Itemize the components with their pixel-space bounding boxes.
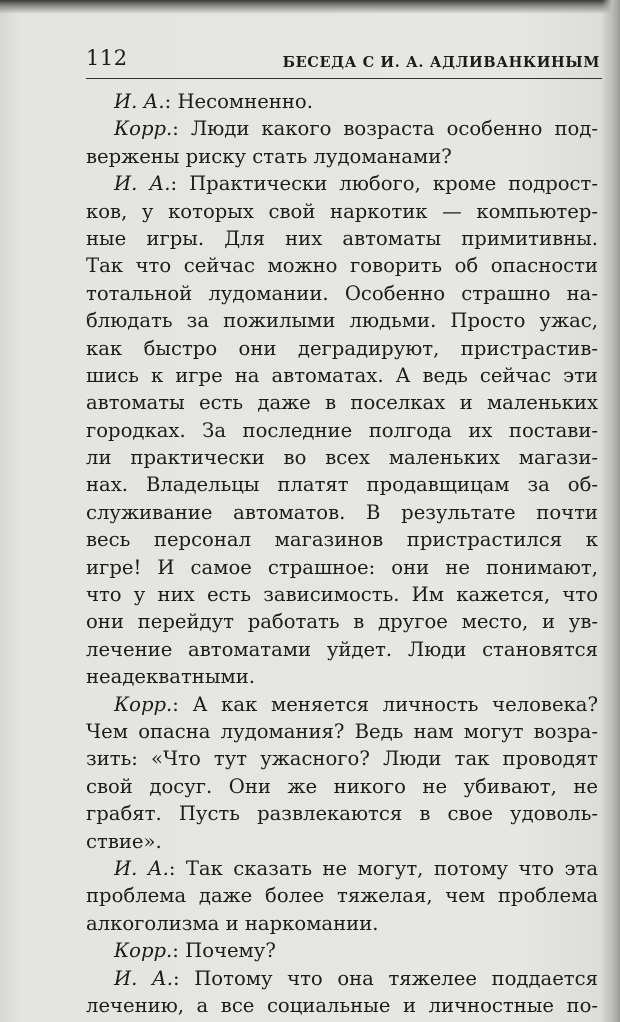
text-line <box>86 937 598 964</box>
text-line: Чем опасна лудомания? Ведь нам могут возра- <box>86 719 598 743</box>
text-line <box>86 691 598 718</box>
text-line <box>86 115 598 142</box>
text-line: алкоголизма и наркомании. <box>86 911 379 935</box>
line-text: : Практически любого, кроме подрост- <box>170 172 598 196</box>
speaker-label: Корр. <box>114 939 173 963</box>
text-line: проблема даже более тяжелая, чем проблема <box>86 884 598 908</box>
text-line: автоматы есть даже в поселках и маленьких <box>86 391 598 415</box>
text-line: ков, у которых свой наркотик — компьютер- <box>86 199 598 223</box>
text-line <box>86 855 598 882</box>
speaker-label: Корр. <box>114 117 173 141</box>
text-line: игре! И самое страшное: они не понимают, <box>86 555 598 579</box>
text-line: ли практически во всех маленьких магази- <box>86 446 598 470</box>
page-header <box>86 44 602 79</box>
text-line: ные игры. Для них автоматы примитивны. <box>86 226 598 250</box>
text-line: шись к игре на автоматах. А ведь сейчас эти <box>86 363 598 387</box>
page-number: 112 <box>86 46 128 70</box>
speaker-label: И. А. <box>114 90 165 113</box>
line-text: : Несомненно. <box>164 90 313 113</box>
page-top-shadow <box>0 0 620 14</box>
text-line: они перейдут работать в другое место, и ув- <box>86 610 598 634</box>
text-line: неадекватными. <box>86 665 255 689</box>
text-line: тотальной лудомании. Особенно страшно на- <box>86 281 598 305</box>
text-line <box>86 88 598 115</box>
text-line: блюдать за пожилыми людьми. Просто ужас, <box>86 309 598 333</box>
text-line: зить: «Что тут ужасного? Люди так проводят <box>86 747 598 771</box>
line-text: : Люди какого возраста особенно под- <box>172 117 598 141</box>
line-text: : Почему? <box>172 939 276 963</box>
line-text: : Потому что она тяжелее поддается <box>173 966 598 990</box>
text-line: ствие». <box>86 829 162 853</box>
text-line: Так что сейчас можно говорить об опасности <box>86 254 598 278</box>
speaker-label: И. А. <box>114 172 171 196</box>
text-line: вержены риску стать лудоманами? <box>86 144 452 168</box>
text-line: лечению, а все социальные и личностные по- <box>86 993 598 1017</box>
speaker-label: И. А. <box>114 856 169 880</box>
text-line: служивание автоматов. В результате почти <box>86 500 598 524</box>
text-line: что у них есть зависимость. Им кажется, что <box>86 583 598 607</box>
line-text: : Так сказать не могут, потому что эта <box>168 856 598 880</box>
text-line: как быстро они деградируют, пристрастив- <box>86 336 598 360</box>
page-right-edge <box>602 0 620 1022</box>
body-text <box>86 88 598 1019</box>
text-line: городках. За последние полгода их постави- <box>86 418 598 442</box>
line-text: : А как меняется личность человека? <box>172 692 598 716</box>
text-line: нах. Владельцы платят продавщицам за об- <box>86 473 598 497</box>
speaker-label: Корр. <box>114 692 173 716</box>
text-line: свой досуг. Они же никого не убивают, не <box>86 774 598 798</box>
text-line <box>86 170 598 197</box>
running-head: БЕСЕДА С И. А. АДЛИВАНКИНЫМ <box>282 54 600 71</box>
text-line <box>86 965 598 992</box>
text-line: грабят. Пусть развлекаются в свое удоволь- <box>86 802 598 826</box>
text-line: лечение автоматами уйдет. Люди становятся <box>86 637 598 661</box>
text-line: весь персонал магазинов пристрастился к <box>86 528 598 552</box>
speaker-label: И. А. <box>114 966 173 990</box>
